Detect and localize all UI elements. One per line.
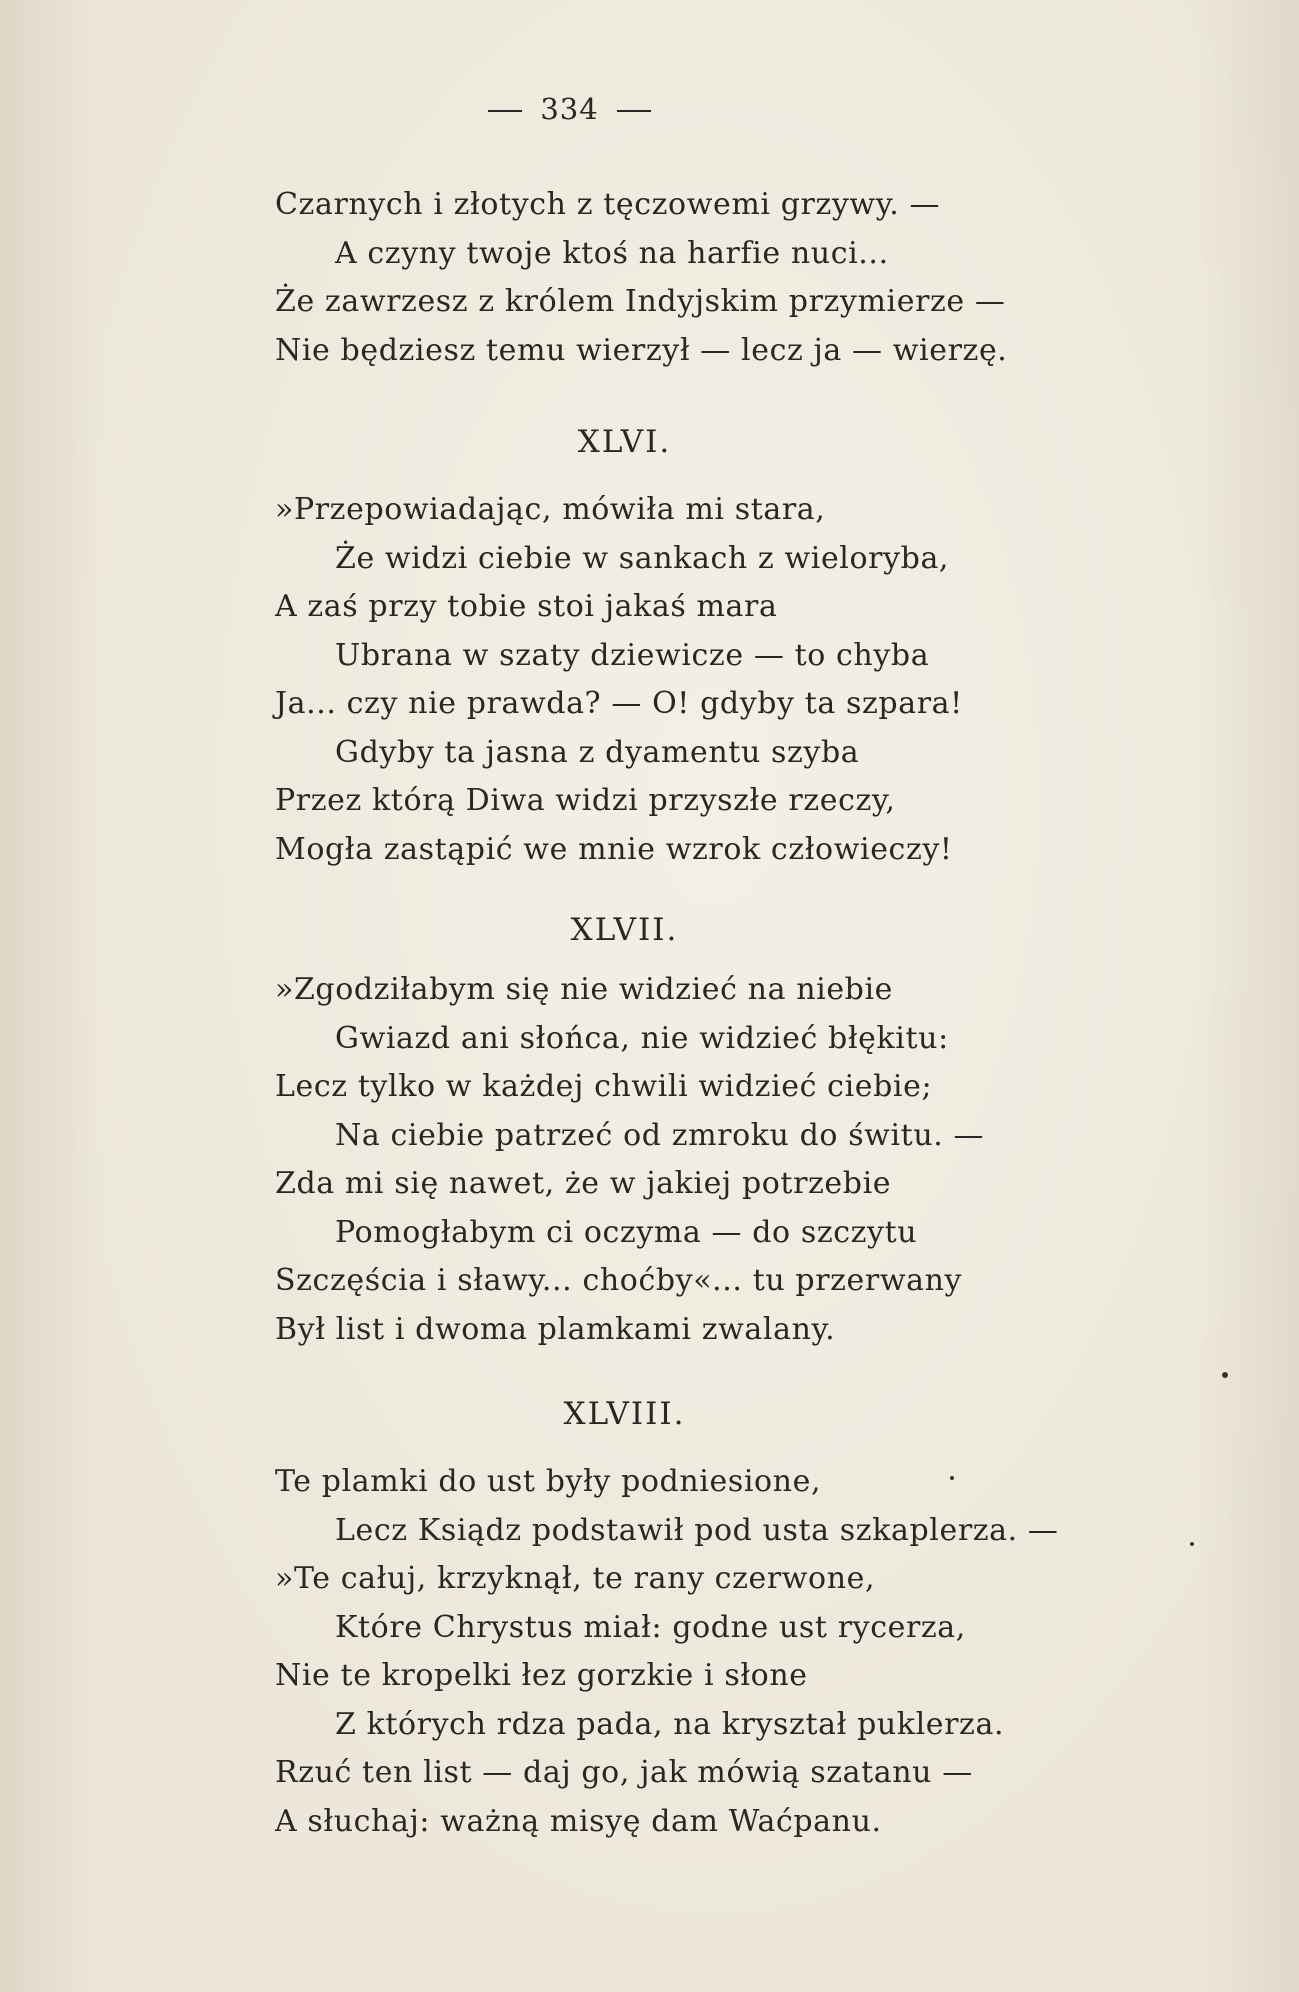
stanza-46 — [275, 486, 1155, 874]
verse-line: Pomogłabym ci oczyma — do szczytu — [335, 1214, 918, 1250]
section-heading-47: XLVII. — [570, 912, 679, 948]
verse-line: Lecz tylko w każdej chwili widzieć ciebie; — [275, 1069, 933, 1104]
verse-line: Nie będziesz temu wierzył — lecz ja — wierzę. — [275, 332, 1008, 368]
verse-line: »Przepowiadając, mówiła mi stara, — [275, 492, 826, 527]
verse-line: A czyny twoje ktoś na harfie nuci... — [335, 235, 889, 271]
verse-line: Nie te kropelki łez gorzkie i słone — [275, 1658, 808, 1693]
verse-line: Że widzi ciebie w sankach z wieloryba, — [335, 540, 950, 576]
verse-line: A zaś przy tobie stoi jakaś mara — [275, 589, 778, 624]
verse-line: Ubrana w szaty dziewicze — to chyba — [335, 637, 930, 673]
verse-line: Mogła zastąpić we mnie wzrok człowieczy! — [275, 831, 953, 867]
verse-line: »Zgodziłabym się nie widzieć na niebie — [275, 972, 894, 1007]
verse-line: »Te całuj, krzyknął, te rany czerwone, — [275, 1561, 876, 1596]
verse-line: Które Chrystus miał: godne ust rycerza, — [335, 1609, 966, 1645]
ink-speck — [1190, 1542, 1194, 1546]
verse-line: Zda mi się nawet, że w jakiej potrzebie — [275, 1166, 892, 1201]
verse-line: A słuchaj: ważną misyę dam Waćpanu. — [275, 1803, 882, 1839]
section-heading-48: XLVIII. — [563, 1396, 686, 1432]
verse-line: Z których rdza pada, na kryształ puklerza. — [335, 1706, 1005, 1742]
section-heading-46: XLVI. — [577, 424, 672, 460]
verse-line: Szczęścia i sławy... choćby«... tu przerwany — [275, 1263, 963, 1298]
verse-line: Ja... czy nie prawda? — O! gdyby ta szpara! — [275, 686, 963, 721]
stanza-48 — [275, 1458, 1155, 1846]
page-number — [0, 92, 1219, 126]
verse-line: Gdyby ta jasna z dyamentu szyba — [335, 734, 860, 770]
ink-speck — [1222, 1372, 1228, 1378]
verse-line: Przez którą Diwa widzi przyszłe rzeczy, — [275, 783, 896, 818]
ink-speck — [950, 1476, 954, 1480]
page-number-dash-right — [617, 110, 651, 112]
verse-line: Te plamki do ust były podniesione, — [275, 1464, 822, 1499]
page-number-text: 334 — [540, 92, 599, 126]
verse-line: Na ciebie patrzeć od zmroku do świtu. — — [335, 1117, 985, 1153]
verse-line: Czarnych i złotych z tęczowemi grzywy. — — [275, 187, 941, 222]
stanza-47 — [275, 966, 1155, 1354]
verse-line: Lecz Ksiądz podstawił pod usta szkaplerza. — — [335, 1512, 1059, 1548]
verse-line: Że zawrzesz z królem Indyjskim przymierze — — [275, 284, 1006, 319]
stanza-top — [275, 181, 1155, 375]
verse-line: Gwiazd ani słońca, nie widzieć błękitu: — [335, 1020, 949, 1056]
verse-line: Rzuć ten list — daj go, jak mówią szatanu — — [275, 1755, 973, 1790]
verse-line: Był list i dwoma plamkami zwalany. — [275, 1311, 836, 1347]
page-number-dash-left — [488, 110, 522, 112]
